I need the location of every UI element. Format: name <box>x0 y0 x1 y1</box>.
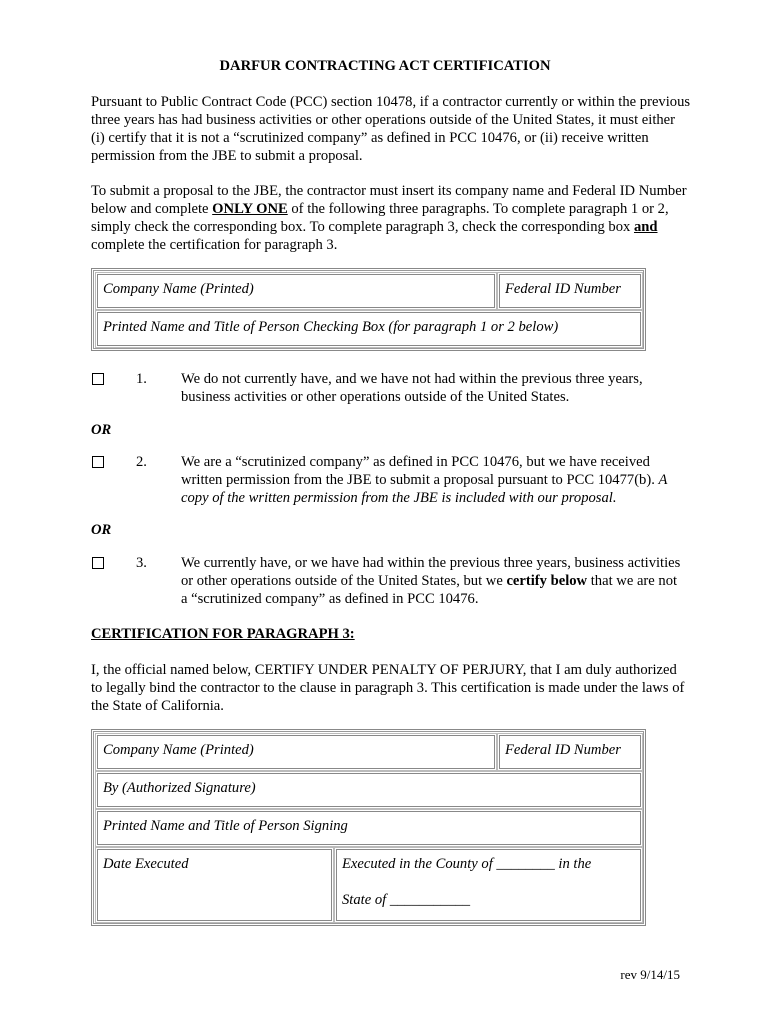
certification-statement: I, the official named below, CERTIFY UNDER PENALTY OF PERJURY, that I am duly authorized to legally bind the contractor to the clause in paragraph 3. This certification is made under the laws of the State of California. <box>91 662 685 714</box>
option-3-checkbox[interactable] <box>92 557 104 569</box>
intro-2-text-b: of the following three paragraphs. To complete paragraph 1 or 2, simply check the corresponding box. To complete paragraph 3, check the corresponding box <box>91 201 669 235</box>
option-2-italic-note: A copy of the written permission from the JBE is included with our proposal. <box>181 472 668 506</box>
contractor-info-form <box>91 268 646 351</box>
date-executed-field[interactable] <box>97 849 332 921</box>
printed-name-checker-field[interactable] <box>97 312 641 346</box>
company-name-field[interactable] <box>97 274 495 308</box>
option-2-text <box>181 453 681 507</box>
date-executed-label: Date Executed <box>103 856 189 872</box>
printed-name-signer-label: Printed Name and Title of Person Signing <box>103 818 348 834</box>
executed-location-field[interactable] <box>336 849 641 921</box>
option-1-checkbox[interactable] <box>92 373 104 385</box>
county-label: Executed in the County of ________ in the <box>342 856 592 872</box>
authorized-signature-field[interactable] <box>97 773 641 807</box>
certification-form <box>91 729 646 926</box>
authorized-signature-label: By (Authorized Signature) <box>103 780 256 796</box>
intro-paragraph-1: Pursuant to Public Contract Code (PCC) section 10478, if a contractor currently or within the previous three years has had business activities or other operations outside of the United States, it must either (i) certify that it is not a “scrutinized company” as defined in PCC 10476, or (ii) receive written permission from the JBE to submit a proposal. <box>91 94 691 164</box>
option-1-text: We do not currently have, and we have not had within the previous three years, business activities or other operations outside of the United States. <box>181 371 643 405</box>
certification-heading: CERTIFICATION FOR PARAGRAPH 3: <box>91 626 355 642</box>
intro-2-emphasis-only-one: ONLY ONE <box>212 201 288 217</box>
document-title: DARFUR CONTRACTING ACT CERTIFICATION <box>219 58 551 74</box>
option-2-body: We are a “scrutinized company” as defined in PCC 10476, but we have received written permission from the JBE to submit a proposal pursuant to PCC 10477(b). <box>181 454 655 488</box>
option-1-number: 1. <box>136 371 147 387</box>
cert-federal-id-field[interactable] <box>499 735 641 769</box>
company-name-label: Company Name (Printed) <box>103 281 254 297</box>
option-3-number: 3. <box>136 555 147 571</box>
option-3-text <box>181 554 681 608</box>
cert-federal-id-label: Federal ID Number <box>505 742 621 758</box>
state-label: State of ___________ <box>342 892 471 908</box>
intro-2-text-a: To submit a proposal to the JBE, the contractor must insert its company name and Federal ID Number below and complete <box>91 183 687 217</box>
revision-date: rev 9/14/15 <box>620 967 680 982</box>
printed-name-signer-field[interactable] <box>97 811 641 845</box>
or-separator-2: OR <box>91 522 112 538</box>
intro-paragraph-2 <box>91 182 691 254</box>
federal-id-field[interactable] <box>499 274 641 308</box>
option-3-certify-below: certify below <box>506 573 588 589</box>
cert-company-name-label: Company Name (Printed) <box>103 742 254 758</box>
option-2-checkbox[interactable] <box>92 456 104 468</box>
option-3-text-b: that we are not a “scrutinized company” as defined in PCC 10476. <box>181 573 678 607</box>
printed-name-checker-label: Printed Name and Title of Person Checking Box (for paragraph 1 or 2 below) <box>103 319 559 335</box>
option-3-text-a: We currently have, or we have had within the previous three years, business activities or other operations outside of the United States, but we <box>181 555 681 589</box>
intro-2-emphasis-and: and <box>633 219 658 235</box>
option-2-number: 2. <box>136 454 147 470</box>
federal-id-label: Federal ID Number <box>505 281 621 297</box>
cert-company-name-field[interactable] <box>97 735 495 769</box>
intro-2-text-c: complete the certification for paragraph 3. <box>91 237 338 253</box>
or-separator-1: OR <box>91 422 112 438</box>
